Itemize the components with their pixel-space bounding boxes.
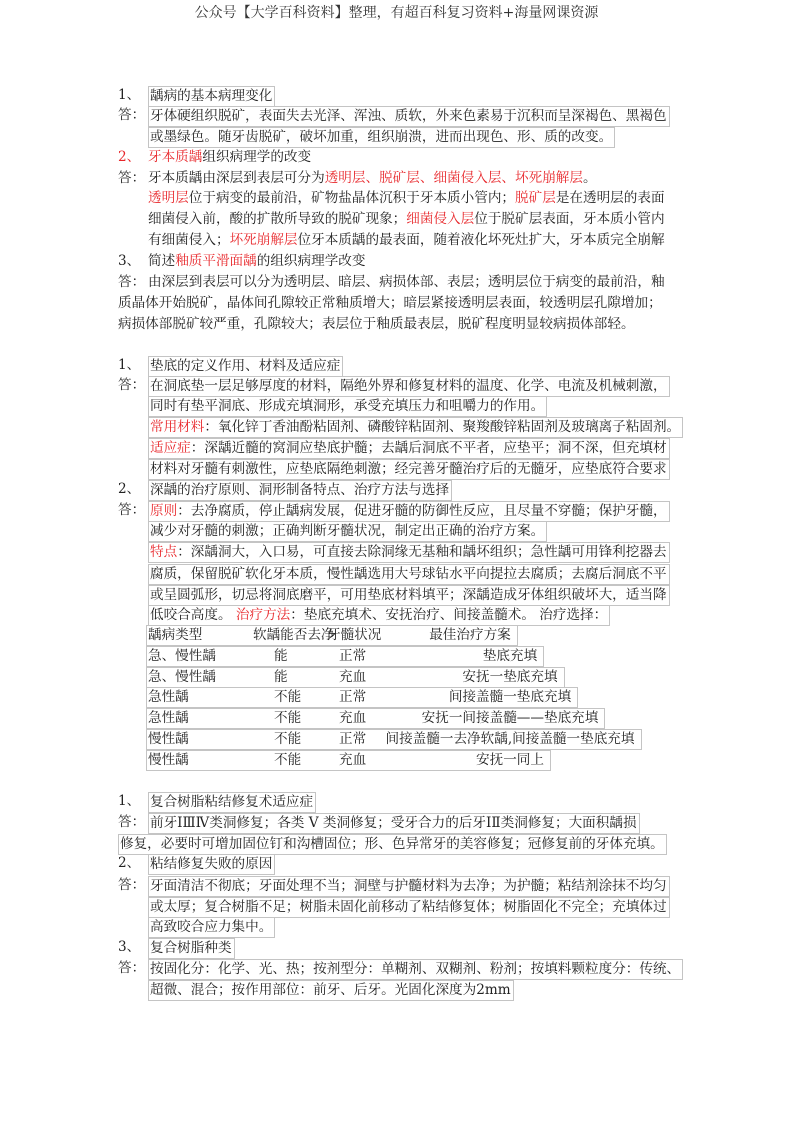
line-prefix: 2、: [118, 481, 141, 497]
line-prefix: 答：: [118, 170, 146, 186]
table-cell: 急性龋: [148, 710, 189, 726]
highlighted-term: 坏死崩解层: [229, 232, 298, 248]
table-cell: 急、慢性龋: [148, 648, 216, 664]
line-text: [118, 294, 662, 313]
line-text: [148, 169, 597, 188]
line-text: [148, 897, 670, 918]
line-text: [148, 273, 665, 292]
line-text: [148, 564, 670, 585]
table-cell: 正常: [339, 689, 367, 705]
text-segment: 或呈圆弧形，切忌将洞底磨平，可用垫底材料填平；深龋造成牙体组织破坏大，适当降: [150, 587, 667, 603]
text-segment: 病损体部脱矿较严重，孔隙较大；表层位于釉质最表层，脱矿程度明显较病损体部轻。: [118, 316, 635, 332]
text-segment: 或墨绿色。随牙齿脱矿，破坏加重，组织崩溃，进而出现色、形、质的改变。: [150, 129, 613, 145]
line-text: [148, 480, 452, 501]
table-cell: 安抚一同上: [476, 752, 544, 768]
line-prefix: 答：: [118, 502, 146, 518]
table-cell: 牙髓状况: [327, 627, 382, 643]
table-cell: 安抚一间接盖髓——垫底充填: [421, 710, 599, 726]
line-prefix: 答：: [118, 274, 146, 290]
text-segment: 或太厚；复合树脂不足；树脂未固化前移动了粘结修复体；树脂固化不完全；充填体过: [150, 899, 667, 915]
line-text: [148, 417, 683, 438]
line-text: [148, 252, 366, 271]
table-cell: 正常: [339, 648, 367, 664]
line-text: [148, 86, 275, 107]
line-text: [148, 876, 670, 897]
text-segment: 在洞底垫一层足够厚度的材料，隔绝外界和修复材料的温度、化学、电流及机械刺激，: [150, 378, 667, 394]
line-text: [148, 521, 547, 542]
line-text: [148, 148, 311, 167]
text-segment: 是在透明层的表面: [555, 190, 665, 206]
line-prefix: 答：: [118, 877, 146, 893]
line-prefix: 答：: [118, 107, 146, 123]
table-cell: 最佳治疗方案: [429, 627, 511, 643]
table-cell: 不能: [274, 752, 302, 768]
text-segment: 简述: [148, 253, 176, 269]
line-text: [148, 231, 665, 250]
text-segment: 组织病理学的改变: [202, 149, 312, 165]
text-segment: ：氧化锌丁香油酚粘固剂、磷酸锌粘固剂、聚羧酸锌粘固剂及玻璃离子粘固剂。: [204, 419, 681, 435]
table-cell: 垫底充填: [482, 648, 538, 664]
line-text: [148, 813, 640, 834]
highlighted-term: 釉质平滑面龋: [175, 253, 257, 269]
text-segment: 复合树脂种类: [150, 940, 232, 956]
line-text: [148, 959, 683, 980]
text-segment: 由深层到表层可以分为透明层、暗层、病损体部、表层；透明层位于病变的最前沿，釉: [148, 274, 665, 290]
line-prefix: 答：: [118, 377, 146, 393]
line-text: [148, 189, 665, 208]
highlighted-term: 常用材料: [150, 419, 205, 435]
highlighted-term: 透明层: [148, 190, 189, 206]
text-segment: 材料对牙髓有刺激性，应垫底隔绝刺激；经完善牙髓治疗后的无髓牙，应垫底符合要求: [150, 461, 667, 477]
table-cell: 能: [274, 648, 288, 664]
text-segment: 牙本质龋由深层到表层可分为: [148, 170, 325, 186]
line-text: [148, 585, 670, 606]
text-segment: 牙面清洁不彻底；牙面处理不当；洞壁与护髓材料为去净；为护髓；粘结剂涂抹不均匀: [150, 878, 667, 894]
line-prefix: 2、: [118, 149, 141, 165]
text-segment: 质晶体开始脱矿，晶体间孔隙较正常釉质增大；暗层紧接透明层表面，较透明层孔隙增加；: [118, 295, 662, 311]
line-text: [118, 834, 667, 855]
table-cell: 急性龋: [148, 689, 189, 705]
table-cell: 慢性龋: [148, 731, 189, 747]
table-cell: 充血: [339, 710, 367, 726]
highlighted-term: 透明层、脱矿层、细菌侵入层、坏死崩解层: [324, 170, 583, 186]
text-segment: 细菌侵入前，酸的扩散所导致的脱矿现象；: [148, 211, 407, 227]
table-cell: 软龋能否去净: [253, 627, 335, 643]
line-text: [148, 501, 670, 522]
text-segment: 龋病的基本病理变化: [150, 88, 273, 104]
text-segment: 超微、混合；按作用部位：前牙、后牙。光固化深度为2mm: [150, 982, 511, 998]
text-segment: ：深龋近髓的窝洞应垫底护髓；去龋后洞底不平者，应垫平；洞不深，但充填材: [190, 440, 667, 456]
text-segment: 减少对牙髓的刺激；正确判断牙髓状况，制定出正确的治疗方案。: [150, 523, 545, 539]
table-cell: 龋病类型: [148, 627, 203, 643]
line-text: [148, 210, 665, 229]
line-prefix: 1、: [118, 793, 141, 809]
text-segment: 高致咬合应力集中。: [150, 919, 273, 935]
text-segment: 垫底的定义作用、材料及适应症: [150, 358, 341, 374]
line-text: [148, 106, 670, 127]
line-text: [148, 792, 316, 813]
text-segment: 腐质，保留脱矿软化牙本质，慢性龋选用大号球钻水平向提拉去腐质；去腐后洞底不平: [150, 566, 667, 582]
table-cell: 能: [274, 669, 288, 685]
line-text: [148, 376, 670, 397]
page-header: 公众号【大学百科资料】整理，有超百科复习资料+海量网课资源: [194, 5, 599, 21]
table-cell: 充血: [339, 669, 367, 685]
text-segment: 牙体硬组织脱矿，表面失去光泽、浑浊、质软，外来色素易于沉积而呈深褐色、黑褐色: [150, 108, 667, 124]
line-prefix: 1、: [118, 87, 141, 103]
highlighted-term: 治疗方法: [235, 607, 291, 623]
line-prefix: 3、: [118, 939, 141, 955]
line-text: [148, 542, 670, 563]
line-text: [148, 127, 615, 148]
table-cell: 不能: [274, 731, 302, 747]
text-segment: 深龋的治疗原则、洞形制备特点、治疗方法与选择: [150, 482, 450, 498]
table-cell: 不能: [274, 710, 302, 726]
highlighted-term: 脱矿层: [515, 190, 556, 206]
highlighted-term: 牙本质龋: [148, 149, 203, 165]
text-segment: 前牙ⅠⅢⅣ类洞修复；各类 Ⅴ 类洞修复；受牙合力的后牙ⅠⅡ类洞修复；大面积龋损: [150, 815, 637, 831]
text-segment: 的组织病理学改变: [256, 253, 366, 269]
text-segment: 按固化分：化学、光、热；按剂型分：单糊剂、双糊剂、粉剂；按填料颗粒度分：传统、: [150, 961, 681, 977]
line-text: [148, 980, 514, 1001]
line-prefix: 2、: [118, 855, 141, 871]
highlighted-term: 原则: [150, 503, 178, 519]
table-cell: 间接盖髓一垫底充填: [448, 689, 572, 705]
line-text: [148, 356, 343, 377]
line-text: [148, 938, 235, 959]
line-text: [148, 396, 547, 417]
text-segment: 位于病变的最前沿，矿物盐晶体沉积于牙本质小管内；: [188, 190, 516, 206]
text-segment: 复合树脂粘结修复术适应症: [150, 794, 314, 810]
table-cell: 正常: [339, 731, 367, 747]
text-segment: ：去净腐质，停止龋病发展，促进牙髓的防御性反应，且尽量不穿髓；保护牙髓，: [177, 503, 667, 519]
text-segment: 低咬合高度。: [150, 607, 236, 623]
line-prefix: 答：: [118, 814, 146, 830]
table-cell: 充血: [339, 752, 367, 768]
text-segment: 。: [583, 170, 597, 186]
table-cell: 安抚一垫底充填: [462, 669, 558, 685]
table-cell: 急、慢性龋: [148, 669, 216, 685]
line-prefix: 答：: [118, 960, 146, 976]
line-text: [148, 917, 275, 938]
highlighted-term: 特点: [150, 544, 178, 560]
text-segment: 粘结修复失败的原因: [150, 856, 273, 872]
text-segment: 修复，必要时可增加固位钉和沟槽固位；形、色异常牙的美容修复；冠修复前的牙体充填。: [120, 836, 664, 852]
text-segment: ：垫底充填术、安抚治疗、间接盖髓术。 治疗选择：: [290, 607, 608, 623]
text-segment: 有细菌侵入；: [148, 232, 230, 248]
text-segment: ：深龋洞大，入口易，可直接去除洞缘无基釉和龋坏组织；急性龋可用锋利挖器去: [177, 544, 667, 560]
text-segment: 位于脱矿层表面，牙本质小管内: [474, 211, 665, 227]
table-cell: 慢性龋: [148, 752, 189, 768]
table-cell: 间接盖髓一去净软龋,间接盖髓一垫底充填: [385, 731, 635, 747]
line-text: [148, 605, 610, 626]
table-cell: 不能: [274, 689, 302, 705]
line-prefix: 3、: [118, 253, 141, 269]
highlighted-term: 细菌侵入层: [406, 211, 475, 227]
line-text: [148, 438, 670, 459]
text-segment: 位牙本质龋的最表面，随着液化坏死灶扩大，牙本质完全崩解: [297, 232, 665, 248]
line-text: [148, 854, 275, 875]
line-text: [118, 315, 635, 334]
line-text: [148, 459, 670, 480]
line-prefix: 1、: [118, 357, 141, 373]
highlighted-term: 适应症: [150, 440, 191, 456]
text-segment: 同时有垫平洞底、形成充填洞形，承受充填压力和咀嚼力的作用。: [150, 398, 545, 414]
